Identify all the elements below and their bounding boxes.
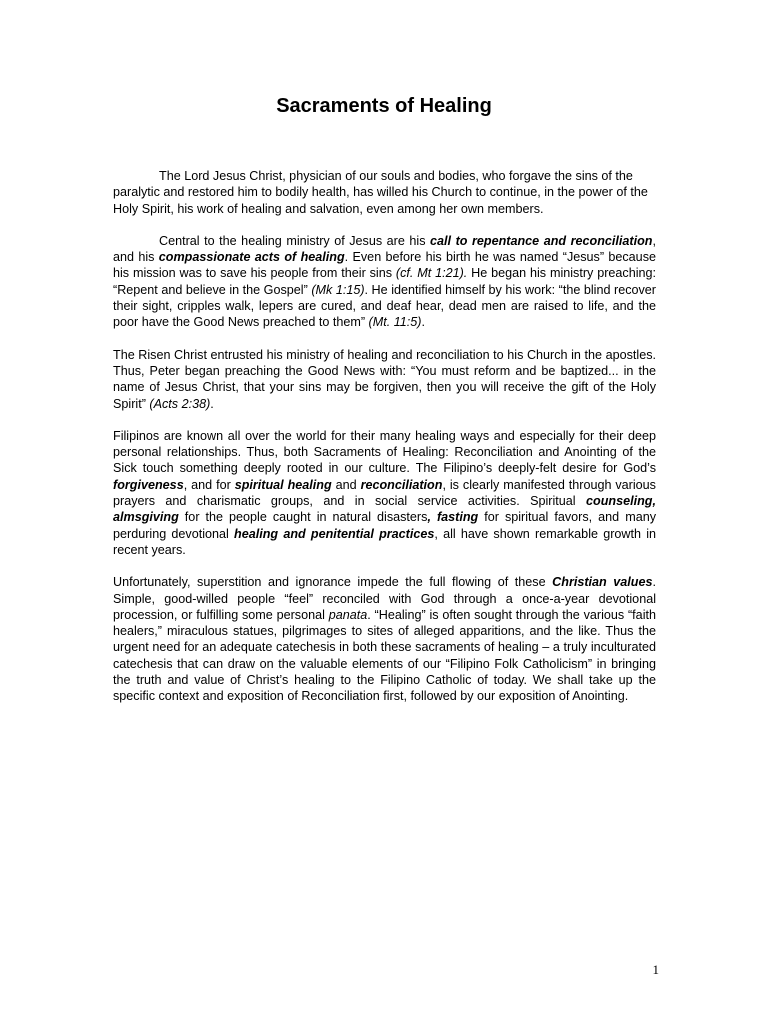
emphasis-fasting: , fasting [427,510,479,525]
text-run: , and for [183,477,235,492]
text-run: . [421,315,425,330]
emphasis-compassionate-acts: compassionate acts of healing [158,250,345,265]
document-body [113,168,656,721]
page-title: Sacraments of Healing [276,95,492,117]
emphasis-spiritual-healing: spiritual healing [234,477,332,492]
paragraph-1-text: The Lord Jesus Christ, physician of our souls and bodies, who forgave the sins of the paralytic and restored him to bodily health, has willed his Church to continue, in the power of the Holy Spirit, his work of healing and salvation, even among her own members. [113,169,648,216]
text-run: for spiritual favors, and many perduring devotional [113,510,656,541]
citation-mk-1-15: (Mk 1:15) [311,282,365,297]
emphasis-penitential-practices: healing and penitential practices [234,526,435,541]
paragraph-5 [113,574,656,704]
text-run: for the people caught in natural disasters [178,510,428,525]
text-run: . Even before his birth he was named “Jesus” because his mission was to save his people from their sins [113,250,656,281]
text-run: The Risen Christ entrusted his ministry of healing and reconciliation to his Church in the apostles. Thus, Peter began preaching the Good News with: “You must reform and be baptized... in the name of Jesus Christ, that your sins may be forgiven, then you will receive the gift of the Holy Spirit” [113,347,656,411]
text-run: . Simple, good-willed people “feel” reconciled with God through a once-a-year devotional procession, or fulfilling some personal [113,575,656,622]
text-run: Unfortunately, superstition and ignorance impede the full flowing of these [113,575,553,590]
text-run: and [331,477,361,492]
paragraph-4 [113,428,656,558]
paragraph-3 [113,347,656,412]
emphasis-forgiveness: forgiveness [113,477,184,492]
page-number: 1 [652,962,659,977]
citation-mt-1-21: (cf. Mt 1:21). [395,266,468,281]
text-run: He began his ministry preaching: “Repent and believe in the Gospel” [113,266,656,297]
citation-acts-2-38: (Acts 2:38) [149,396,211,411]
term-panata: panata [328,607,368,622]
text-run: , is clearly manifested through various prayers and charismatic groups, and in social service activities. Spiritual [113,477,656,509]
text-run: Filipinos are known all over the world for their many healing ways and especially for their deep personal relationships. Thus, both Sacraments of Healing: Reconciliation and Anointing of the Sick touch something deeply rooted in our culture. The Filipino’s deeply-felt desire for God’s [113,428,656,476]
paragraph-1 [113,168,656,217]
text-run: . He identified himself by his work: “the blind recover their sight, cripples walk, lepers are cured, and deaf hear, dead men are raised to life, and the poor have the Good News preached to them” [113,282,656,330]
text-run: . [210,396,214,411]
emphasis-call-to-repentance: call to repentance and reconciliation [430,233,653,248]
text-run: Central to the healing ministry of Jesus are his [159,233,431,248]
emphasis-counseling-almsgiving: counseling, almsgiving [113,494,656,525]
text-run: . “Healing” is often sought through the various “faith healers,” miraculous statues, pilgrimages to sites of alleged apparitions, and the like. Thus the urgent need for an adequate catechesis in both these sacraments of healing – a truly inculturated catechesis that can draw on the valuable elements of our “Filipino Folk Catholicism” in bringing the truth and value of Christ’s healing to the Filipino Catholic of today. We shall take up the specific context and exposition of Reconciliation first, followed by our exposition of Anointing. [113,607,656,704]
text-run: , and his [113,233,657,265]
paragraph-2 [113,233,656,331]
emphasis-christian-values: Christian values [552,575,653,590]
emphasis-reconciliation: reconciliation [360,477,443,492]
citation-mt-11-5: (Mt. 11:5) [368,315,422,330]
text-run: , all have shown remarkable growth in recent years. [113,526,656,557]
